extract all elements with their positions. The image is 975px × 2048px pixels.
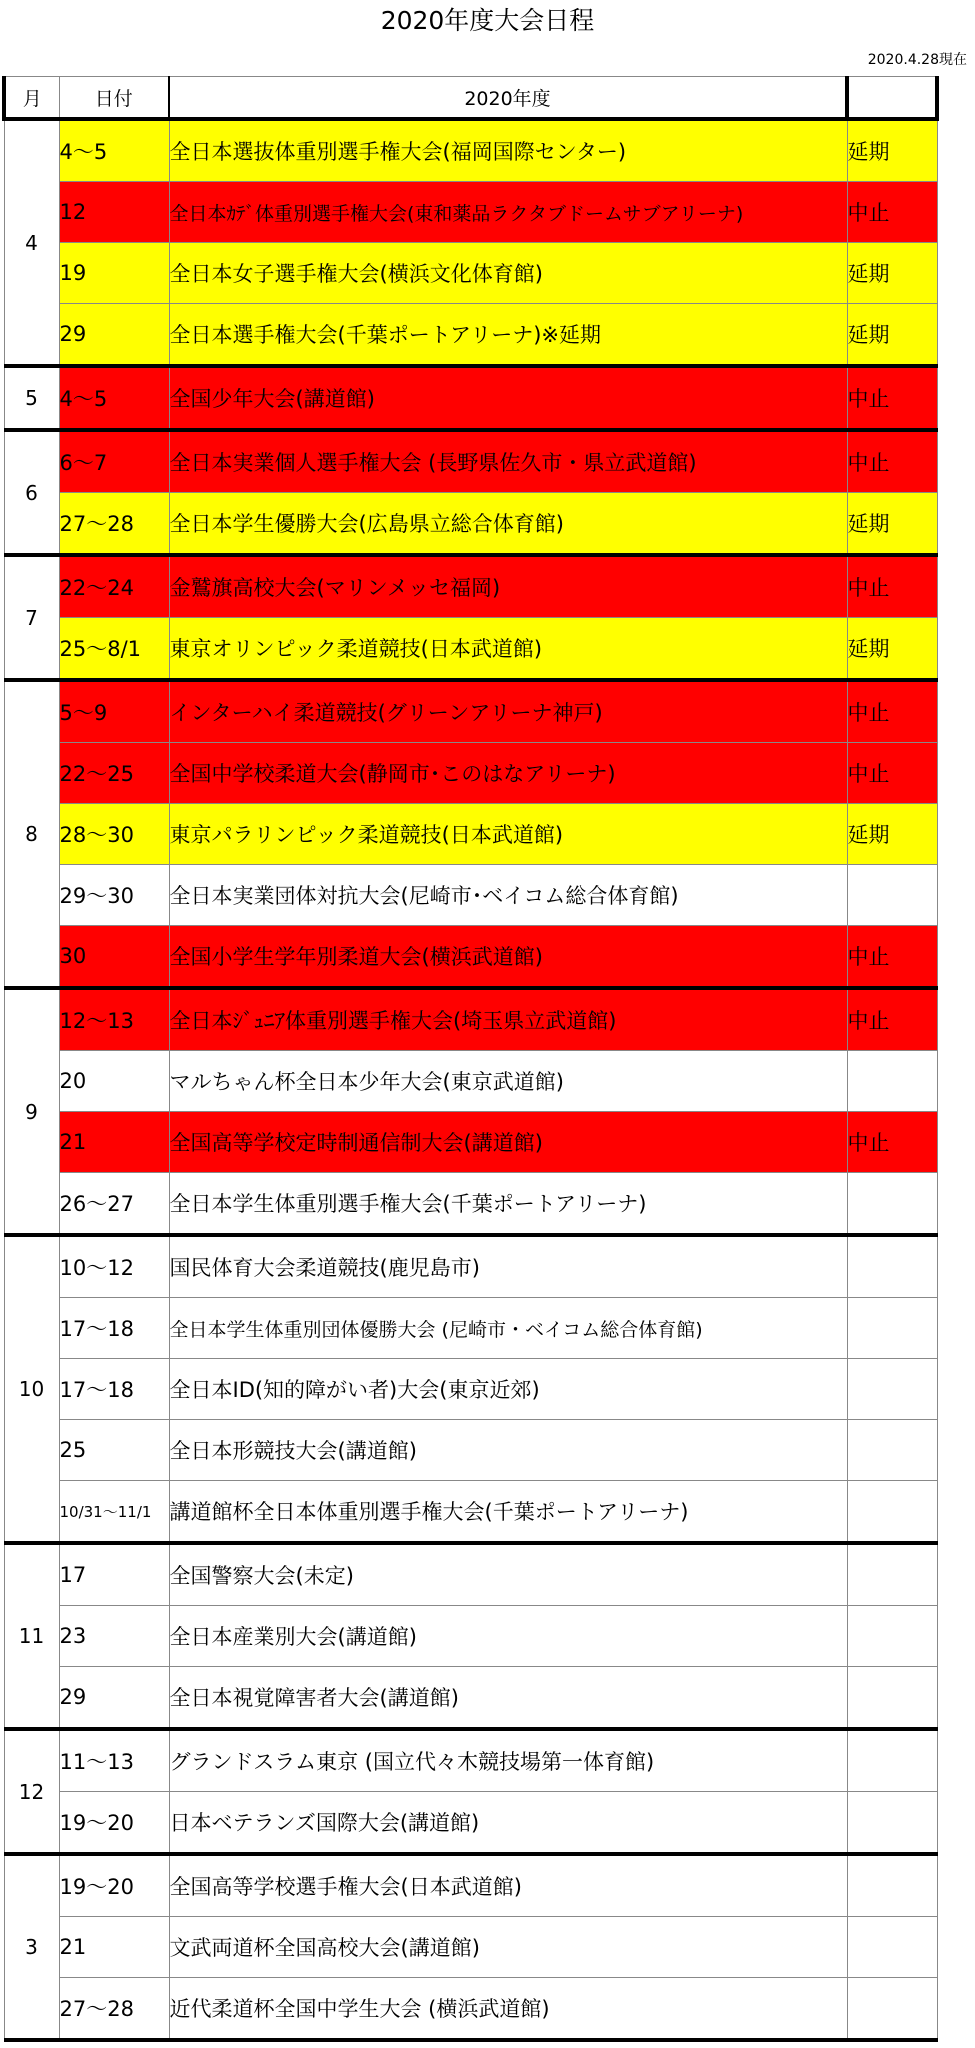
event-cell: 東京パラリンピック柔道競技(日本武道館)	[169, 804, 847, 865]
event-cell: 全日本実業個人選手権大会 (長野県佐久市・県立武道館)	[169, 430, 847, 493]
event-cell: 全日本産業別大会(講道館)	[169, 1606, 847, 1667]
header-status	[847, 77, 937, 120]
event-cell: マルちゃん杯全日本少年大会(東京武道館)	[169, 1051, 847, 1112]
date-cell: 23	[59, 1606, 169, 1667]
status-cell: 中止	[847, 743, 937, 804]
date-cell: 30	[59, 926, 169, 989]
date-cell: 12	[59, 182, 169, 243]
event-cell: 全日本選手権大会(千葉ポートアリーナ)※延期	[169, 304, 847, 367]
status-cell	[847, 1606, 937, 1667]
date-cell: 26〜27	[59, 1173, 169, 1236]
header-date: 日付	[59, 77, 169, 120]
date-cell: 29	[59, 1667, 169, 1730]
status-cell	[847, 1051, 937, 1112]
month-cell: 6	[4, 430, 59, 555]
event-cell: 全国高等学校選手権大会(日本武道館)	[169, 1854, 847, 1917]
event-cell: 近代柔道杯全国中学生大会 (横浜武道館)	[169, 1978, 847, 2041]
event-cell: 全日本ID(知的障がい者)大会(東京近郊)	[169, 1359, 847, 1420]
month-cell: 4	[4, 119, 59, 366]
status-cell: 延期	[847, 243, 937, 304]
date-cell: 17	[59, 1543, 169, 1606]
table-row	[4, 1298, 937, 1359]
event-cell: 全日本ｶﾃﾞ体重別選手権大会(東和薬品ラクタブドームサブアリーナ)	[169, 182, 847, 243]
date-cell: 25〜8/1	[59, 618, 169, 681]
date-cell: 10/31〜11/1	[59, 1481, 169, 1544]
event-cell: 全日本形競技大会(講道館)	[169, 1420, 847, 1481]
date-cell: 19〜20	[59, 1854, 169, 1917]
page-title: 2020年度大会日程	[380, 6, 595, 35]
table-row	[4, 1606, 937, 1667]
event-cell: 文武両道杯全国高校大会(講道館)	[169, 1917, 847, 1978]
table-row	[4, 988, 937, 1051]
event-cell: 全国小学生学年別柔道大会(横浜武道館)	[169, 926, 847, 989]
table-row	[4, 1481, 937, 1544]
month-cell: 3	[4, 1854, 59, 2040]
date-cell: 21	[59, 1917, 169, 1978]
table-row	[4, 555, 937, 618]
month-cell: 5	[4, 366, 59, 430]
status-cell	[847, 1543, 937, 1606]
table-row	[4, 366, 937, 430]
table-row	[4, 926, 937, 989]
status-cell	[847, 1420, 937, 1481]
table-row	[4, 680, 937, 743]
event-cell: 全日本学生体重別選手権大会(千葉ポートアリーナ)	[169, 1173, 847, 1236]
table-row	[4, 865, 937, 926]
status-cell: 中止	[847, 926, 937, 989]
table-row	[4, 1112, 937, 1173]
table-row	[4, 430, 937, 493]
table-row	[4, 1359, 937, 1420]
event-cell: インターハイ柔道競技(グリーンアリーナ神戸)	[169, 680, 847, 743]
event-cell: 全国警察大会(未定)	[169, 1543, 847, 1606]
event-cell: 全日本学生優勝大会(広島県立総合体育館)	[169, 493, 847, 556]
status-cell: 中止	[847, 988, 937, 1051]
date-cell: 11〜13	[59, 1729, 169, 1792]
table-row	[4, 618, 937, 681]
status-cell: 中止	[847, 366, 937, 430]
status-cell	[847, 1729, 937, 1792]
date-cell: 4〜5	[59, 119, 169, 182]
table-row	[4, 243, 937, 304]
schedule-body	[4, 119, 937, 2040]
table-row	[4, 1173, 937, 1236]
date-cell: 6〜7	[59, 430, 169, 493]
month-cell: 12	[4, 1729, 59, 1854]
date-cell: 21	[59, 1112, 169, 1173]
status-cell	[847, 1667, 937, 1730]
date-cell: 22〜25	[59, 743, 169, 804]
date-cell: 22〜24	[59, 555, 169, 618]
event-cell: 全国高等学校定時制通信制大会(講道館)	[169, 1112, 847, 1173]
date-cell: 29	[59, 304, 169, 367]
date-cell: 27〜28	[59, 1978, 169, 2041]
event-cell: 全日本女子選手権大会(横浜文化体育館)	[169, 243, 847, 304]
date-cell: 4〜5	[59, 366, 169, 430]
header-month: 月	[4, 77, 59, 120]
table-row	[4, 493, 937, 556]
event-cell: 国民体育大会柔道競技(鹿児島市)	[169, 1235, 847, 1298]
table-row	[4, 1792, 937, 1855]
month-cell: 11	[4, 1543, 59, 1729]
month-cell: 8	[4, 680, 59, 988]
as-of-date: 2020.4.28現在	[867, 52, 967, 68]
status-cell: 延期	[847, 304, 937, 367]
table-row	[4, 182, 937, 243]
table-row	[4, 804, 937, 865]
status-cell: 延期	[847, 804, 937, 865]
table-row	[4, 743, 937, 804]
table-row	[4, 1729, 937, 1792]
date-cell: 12〜13	[59, 988, 169, 1051]
status-cell: 中止	[847, 430, 937, 493]
date-cell: 29〜30	[59, 865, 169, 926]
event-cell: 東京オリンピック柔道競技(日本武道館)	[169, 618, 847, 681]
status-cell	[847, 1235, 937, 1298]
event-cell: 全国少年大会(講道館)	[169, 366, 847, 430]
status-cell	[847, 1298, 937, 1359]
date-cell: 27〜28	[59, 493, 169, 556]
event-cell: 全日本学生体重別団体優勝大会 (尼崎市・ベイコム総合体育館)	[169, 1298, 847, 1359]
date-cell: 28〜30	[59, 804, 169, 865]
status-cell: 延期	[847, 618, 937, 681]
status-cell	[847, 1854, 937, 1917]
table-row	[4, 1543, 937, 1606]
event-cell: 日本ベテランズ国際大会(講道館)	[169, 1792, 847, 1855]
event-cell: 全日本ｼﾞｭﾆｱ体重別選手権大会(埼玉県立武道館)	[169, 988, 847, 1051]
table-row	[4, 1051, 937, 1112]
table-row	[4, 304, 937, 367]
status-cell	[847, 865, 937, 926]
table-row	[4, 119, 937, 182]
date-cell: 25	[59, 1420, 169, 1481]
date-cell: 17〜18	[59, 1298, 169, 1359]
date-cell: 19	[59, 243, 169, 304]
status-cell: 延期	[847, 119, 937, 182]
month-cell: 10	[4, 1235, 59, 1543]
date-cell: 20	[59, 1051, 169, 1112]
table-row	[4, 1420, 937, 1481]
schedule-table	[2, 76, 939, 2042]
event-cell: 全国中学校柔道大会(静岡市･このはなアリーナ)	[169, 743, 847, 804]
table-row	[4, 1235, 937, 1298]
date-cell: 10〜12	[59, 1235, 169, 1298]
status-cell	[847, 1481, 937, 1544]
table-row	[4, 1854, 937, 1917]
status-cell: 中止	[847, 1112, 937, 1173]
date-cell: 5〜9	[59, 680, 169, 743]
event-cell: 金鷲旗高校大会(マリンメッセ福岡)	[169, 555, 847, 618]
status-cell	[847, 1792, 937, 1855]
header-event: 2020年度	[169, 77, 847, 120]
status-cell: 中止	[847, 555, 937, 618]
status-cell	[847, 1359, 937, 1420]
event-cell: グランドスラム東京 (国立代々木競技場第一体育館)	[169, 1729, 847, 1792]
event-cell: 全日本視覚障害者大会(講道館)	[169, 1667, 847, 1730]
status-cell: 延期	[847, 493, 937, 556]
table-row	[4, 1667, 937, 1730]
month-cell: 7	[4, 555, 59, 680]
table-row	[4, 1978, 937, 2041]
status-cell	[847, 1917, 937, 1978]
date-cell: 17〜18	[59, 1359, 169, 1420]
event-cell: 全日本選抜体重別選手権大会(福岡国際センター)	[169, 119, 847, 182]
table-row	[4, 1917, 937, 1978]
status-cell: 中止	[847, 680, 937, 743]
status-cell: 中止	[847, 182, 937, 243]
date-cell: 19〜20	[59, 1792, 169, 1855]
status-cell	[847, 1173, 937, 1236]
event-cell: 全日本実業団体対抗大会(尼崎市･ベイコム総合体育館)	[169, 865, 847, 926]
status-cell	[847, 1978, 937, 2041]
table-header-row	[4, 77, 937, 120]
month-cell: 9	[4, 988, 59, 1235]
event-cell: 講道館杯全日本体重別選手権大会(千葉ポートアリーナ)	[169, 1481, 847, 1544]
